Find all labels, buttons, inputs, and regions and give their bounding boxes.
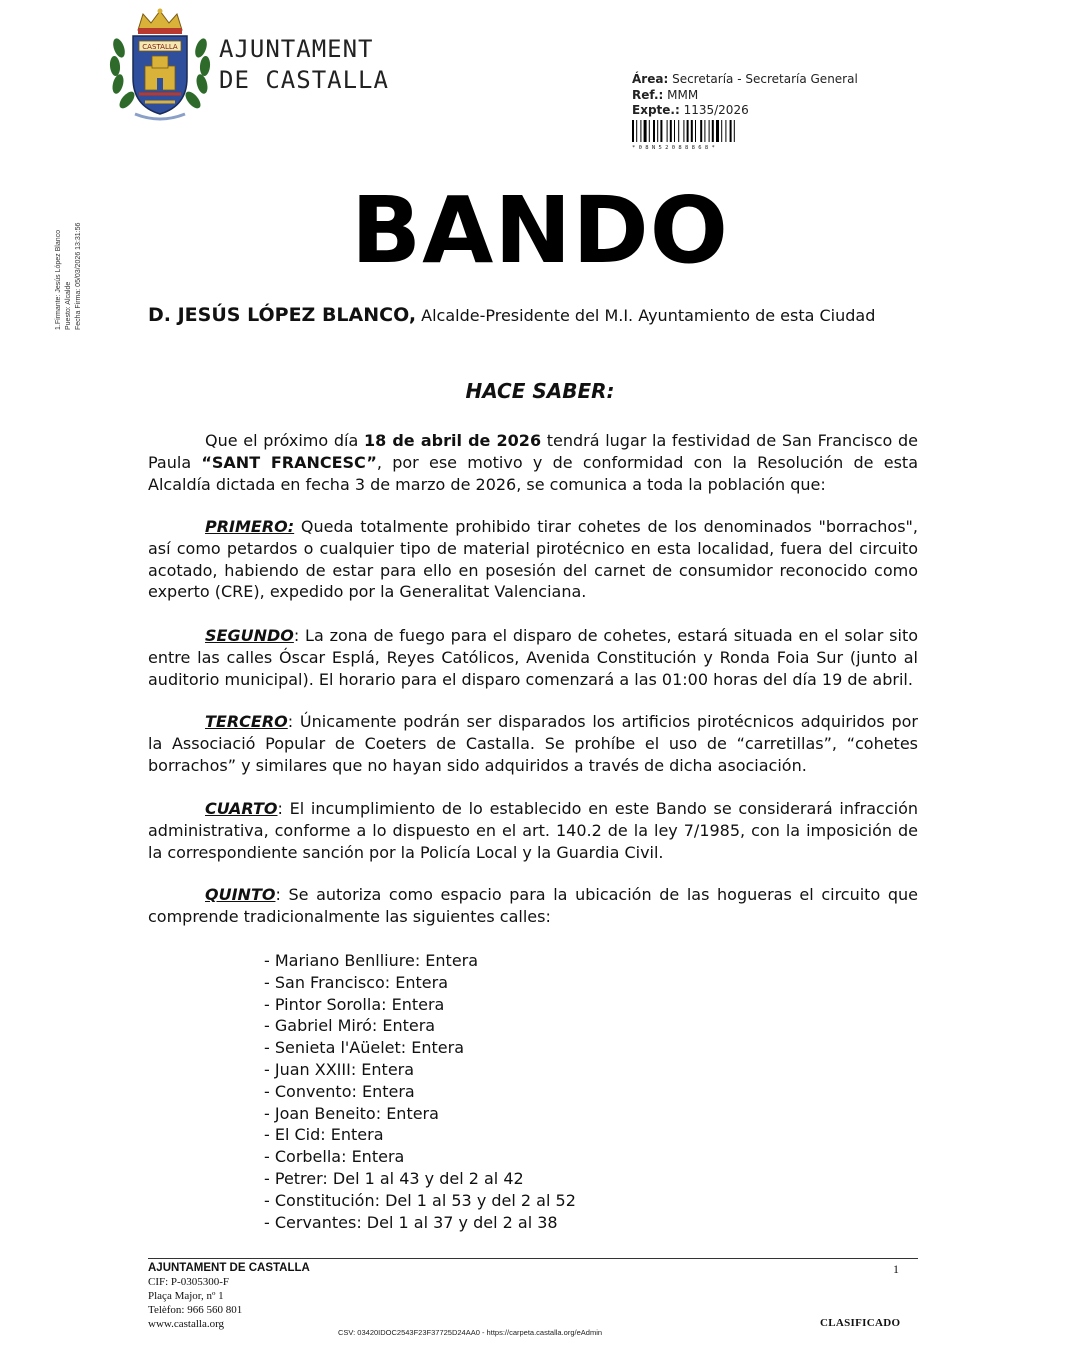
clause-cuarto bbox=[148, 798, 918, 863]
barcode-bar bbox=[691, 120, 693, 142]
csv-verification-link[interactable]: CSV: 03420IDOC2543F23F37725D24AA0 - https://carpeta.castalla.org/eAdmin bbox=[338, 1328, 603, 1337]
organization-name bbox=[219, 34, 389, 96]
classification-label: CLASIFICADO bbox=[820, 1317, 901, 1329]
mayor-title: Alcalde-Presidente del M.I. Ayuntamiento de esta Ciudad bbox=[416, 306, 876, 325]
list-item: - San Francisco: Entera bbox=[264, 972, 448, 992]
list-item: - Cervantes: Del 1 al 37 y del 2 al 38 bbox=[264, 1212, 558, 1232]
barcode-bar bbox=[674, 120, 675, 142]
barcode-bar bbox=[730, 120, 732, 142]
list-item: - Constitución: Del 1 al 53 y del 2 al 52 bbox=[264, 1190, 576, 1210]
list-item: - Joan Beneito: Entera bbox=[264, 1103, 439, 1123]
clause-primero bbox=[148, 516, 918, 603]
expte-row bbox=[632, 103, 858, 119]
list-item: - Pintor Sorolla: Entera bbox=[264, 994, 445, 1014]
clause-label: TERCERO bbox=[205, 712, 288, 731]
list-item: - El Cid: Entera bbox=[264, 1125, 384, 1145]
area-row bbox=[632, 72, 858, 88]
announcement-paragraph bbox=[148, 430, 918, 495]
list-item: - Petrer: Del 1 al 43 y del 2 al 42 bbox=[264, 1168, 524, 1188]
barcode-bar bbox=[695, 120, 696, 142]
barcode-bar bbox=[700, 120, 702, 142]
ref-label: Ref.: bbox=[632, 87, 664, 102]
signature-signer: 1.Firmante: Jesús López Blanco bbox=[55, 230, 62, 330]
street-list bbox=[264, 950, 576, 1233]
clause-label: PRIMERO: bbox=[205, 517, 295, 536]
barcode-bar bbox=[636, 120, 637, 142]
clause-label: CUARTO bbox=[205, 799, 278, 818]
clause-segundo bbox=[148, 625, 918, 690]
signature-date: Fecha Firma: 05/03/2026 13:31:56 bbox=[75, 222, 82, 330]
barcode-bar bbox=[644, 120, 647, 142]
para1-text-1: Que el próximo día bbox=[205, 431, 364, 450]
org-line-2: DE CASTALLA bbox=[219, 66, 389, 94]
clause-tercero bbox=[148, 711, 918, 776]
barcode bbox=[632, 120, 802, 150]
list-item: - Corbella: Entera bbox=[264, 1147, 405, 1167]
footer-org-name: AJUNTAMENT DE CASTALLA bbox=[148, 1262, 310, 1274]
barcode-bar bbox=[678, 120, 679, 142]
page-number: 1 bbox=[893, 1262, 899, 1276]
list-item: - Gabriel Miró: Entera bbox=[264, 1016, 436, 1036]
signature-position: Puesto: Alcalde bbox=[65, 281, 72, 330]
barcode-bar bbox=[653, 120, 655, 142]
intro-paragraph bbox=[148, 305, 918, 327]
footer-cif: CIF: P-0305300-F bbox=[148, 1276, 229, 1288]
para1-text-2: tendrá lugar la festividad de San Francisco de Paula bbox=[148, 431, 919, 472]
barcode-bar bbox=[649, 120, 650, 142]
footer-contact bbox=[148, 1261, 310, 1331]
area-label: Área: bbox=[632, 72, 669, 86]
list-item: - Mariano Benlliure: Entera bbox=[264, 951, 479, 970]
list-item: - Juan XXIII: Entera bbox=[264, 1059, 415, 1079]
ref-row bbox=[632, 88, 858, 104]
area-value: Secretaría - Secretaría General bbox=[672, 72, 858, 86]
barcode-bar bbox=[667, 120, 668, 142]
clause-quinto bbox=[148, 884, 918, 928]
clause-text: : La zona de fuego para el disparo de cohetes, estará situada en el solar sito entre las calles Óscar Esplá, Reyes Católicos, Avenida Constitución y Ronda Foia Sur (junto al auditorio municipal). El horario para el disparo comenzará a las 01:00 horas del día 19 de abril. bbox=[148, 626, 918, 689]
list-item: - Senieta l'Aüelet: Entera bbox=[264, 1038, 465, 1058]
list-item: - Convento: Entera bbox=[264, 1081, 415, 1101]
barcode-bar bbox=[660, 120, 662, 142]
document-metadata bbox=[632, 72, 858, 119]
expte-label: Expte.: bbox=[632, 103, 680, 117]
footer-divider bbox=[148, 1258, 918, 1259]
barcode-bar bbox=[632, 120, 634, 142]
barcode-bar bbox=[712, 120, 714, 142]
document-title: BANDO bbox=[351, 177, 729, 284]
barcode-bar bbox=[683, 120, 684, 142]
barcode-bar bbox=[721, 120, 722, 142]
crest-banner-text: CASTALLA bbox=[142, 43, 178, 51]
barcode-bar bbox=[640, 120, 641, 142]
festival-name: “SANT FRANCESC” bbox=[201, 452, 377, 472]
org-line-1: AJUNTAMENT bbox=[219, 35, 374, 63]
castalla-crest-logo bbox=[105, 8, 215, 123]
expte-value: 1135/2026 bbox=[683, 103, 749, 117]
barcode-bar bbox=[725, 120, 726, 142]
hace-saber-heading: HACE SABER: bbox=[465, 379, 615, 403]
clause-text: : El incumplimiento de lo establecido en este Bando se considerará infracción administrativa, conforme a lo dispuesto en el art. 140.2 de la ley 7/1985, con la imposición de la correspondiente sanción por la Policía Local y la Guardia Civil. bbox=[148, 799, 918, 862]
barcode-bar bbox=[687, 120, 689, 142]
clause-text: Queda totalmente prohibido tirar cohetes de los denominados "borrachos", así como petardos o cualquier tipo de material pirotécnico en esta localidad, fuera del circuito acotado, habiendo de estar para ello en posesión del carnet de consumidor reconocido como experto (CRE), expedido por la Generalitat Valenciana. bbox=[148, 517, 918, 602]
barcode-bar bbox=[704, 120, 705, 142]
para1-text-3: , por ese motivo y de conformidad con la Resolución de esta Alcaldía dictada en fecha 3 de marzo de 2026, se comunica a toda la población que: bbox=[148, 452, 919, 494]
barcode-bar bbox=[734, 120, 735, 142]
clause-label: QUINTO bbox=[205, 885, 276, 904]
festival-date: 18 de abril de 2026 bbox=[363, 431, 542, 450]
footer-phone: Telèfon: 966 560 801 bbox=[148, 1304, 243, 1316]
clause-label: SEGUNDO bbox=[205, 626, 294, 645]
clause-text: : Únicamente podrán ser disparados los artificios pirotécnicos adquiridos por la Associació Popular de Coeters de Castalla. Se prohíbe el uso de “carretillas”, “cohetes borrachos” y similares que no hayan sido adquiridos a través de dicha asociación. bbox=[148, 712, 918, 775]
footer-website-link[interactable]: www.castalla.org bbox=[148, 1318, 225, 1330]
mayor-name: D. JESÚS LÓPEZ BLANCO, bbox=[148, 304, 417, 326]
barcode-bar bbox=[716, 120, 719, 142]
barcode-text: * 0 8 N 5 2 0 8 8 8 6 8 * bbox=[632, 145, 715, 150]
clause-text: : Se autoriza como espacio para la ubicación de las hogueras el circuito que comprende tradicionalmente las siguientes calles: bbox=[148, 885, 918, 926]
barcode-bar bbox=[670, 120, 672, 142]
barcode-bar bbox=[657, 120, 658, 142]
barcode-bar bbox=[709, 120, 710, 142]
footer-address: Plaça Major, nº 1 bbox=[148, 1290, 224, 1302]
ref-value: MMM bbox=[667, 87, 699, 102]
